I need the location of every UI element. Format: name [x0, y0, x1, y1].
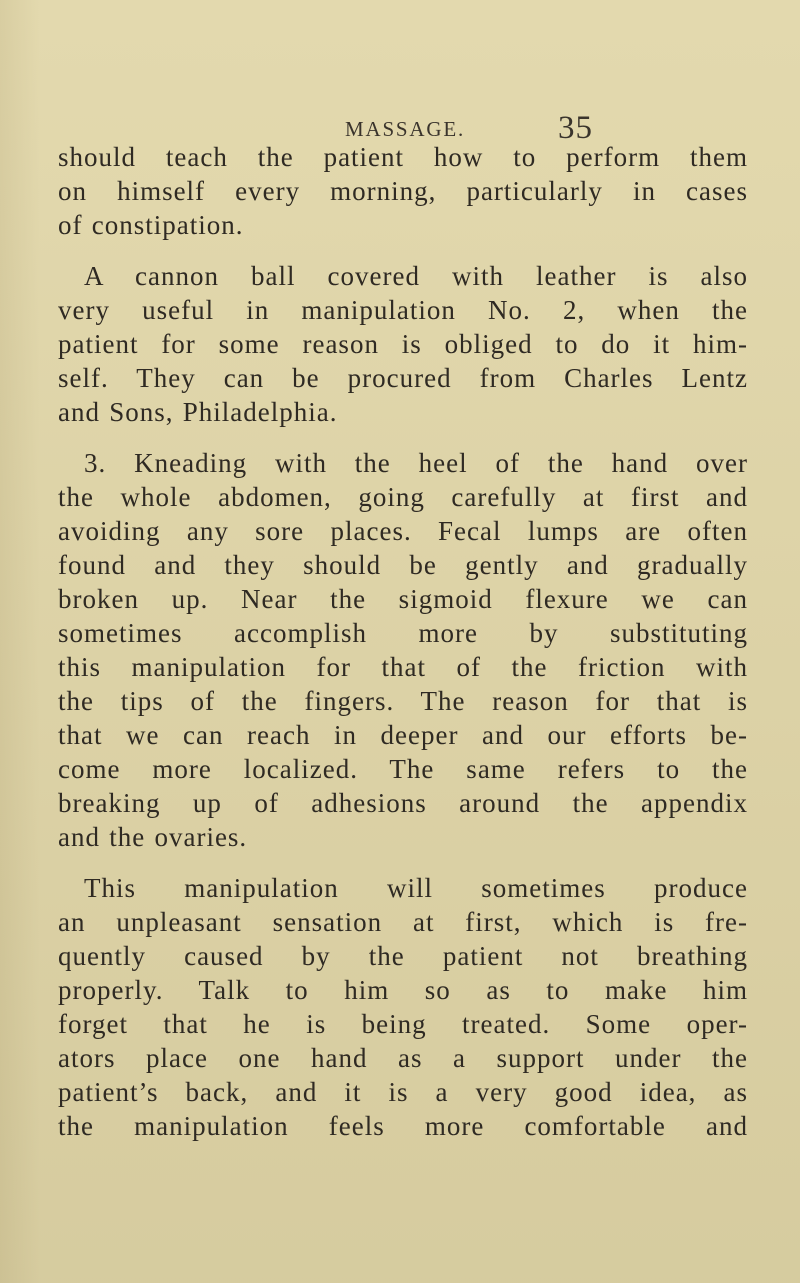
text-line: the whole abdomen, going carefully at first and [58, 482, 748, 512]
text-line: A cannon ball covered with leather is also [84, 261, 748, 291]
text-line: 3. Kneading with the heel of the hand over [84, 448, 748, 478]
running-title: MASSAGE. [345, 117, 466, 141]
text-line: avoiding any sore places. Fecal lumps are often [58, 516, 748, 546]
text-line: This manipulation will sometimes produce [84, 873, 748, 903]
text-line: ators place one hand as a support under the [58, 1043, 748, 1073]
text-line: sometimes accomplish more by substituting [58, 618, 748, 648]
text-line: quently caused by the patient not breathing [58, 941, 748, 971]
text-line: this manipulation for that of the friction with [58, 652, 748, 682]
paragraph-1 [58, 140, 748, 242]
text-line: patient’s back, and it is a very good idea, as [58, 1077, 748, 1107]
text-line: very useful in manipulation No. 2, when the [58, 295, 748, 325]
text-line: that we can reach in deeper and our efforts be- [58, 720, 748, 750]
text-line: found and they should be gently and gradually [58, 550, 748, 580]
text-line: patient for some reason is obliged to do it him- [58, 329, 748, 359]
text-line: of constipation. [58, 210, 244, 240]
paragraph-2 [58, 259, 748, 429]
text-line: properly. Talk to him so as to make him [58, 975, 748, 1005]
text-line: forget that he is being treated. Some oper- [58, 1009, 748, 1039]
paragraph-4 [58, 871, 748, 1143]
text-line: on himself every morning, particularly in cases [58, 176, 748, 206]
text-line: the tips of the fingers. The reason for that is [58, 686, 748, 716]
text-line: broken up. Near the sigmoid flexure we can [58, 584, 748, 614]
running-head [58, 100, 593, 146]
text-line: and Sons, Philadelphia. [58, 397, 338, 427]
page-number: 35 [558, 110, 593, 146]
text-line: breaking up of adhesions around the appendix [58, 788, 748, 818]
paragraph-3 [58, 446, 748, 854]
text-line: and the ovaries. [58, 822, 248, 852]
text-line: come more localized. The same refers to the [58, 754, 748, 784]
text-line: the manipulation feels more comfortable and [58, 1111, 748, 1141]
text-line: self. They can be procured from Charles Lentz [58, 363, 748, 393]
text-line: should teach the patient how to perform them [58, 142, 748, 172]
text-line: an unpleasant sensation at first, which is fre- [58, 907, 748, 937]
body-text [58, 140, 748, 1143]
